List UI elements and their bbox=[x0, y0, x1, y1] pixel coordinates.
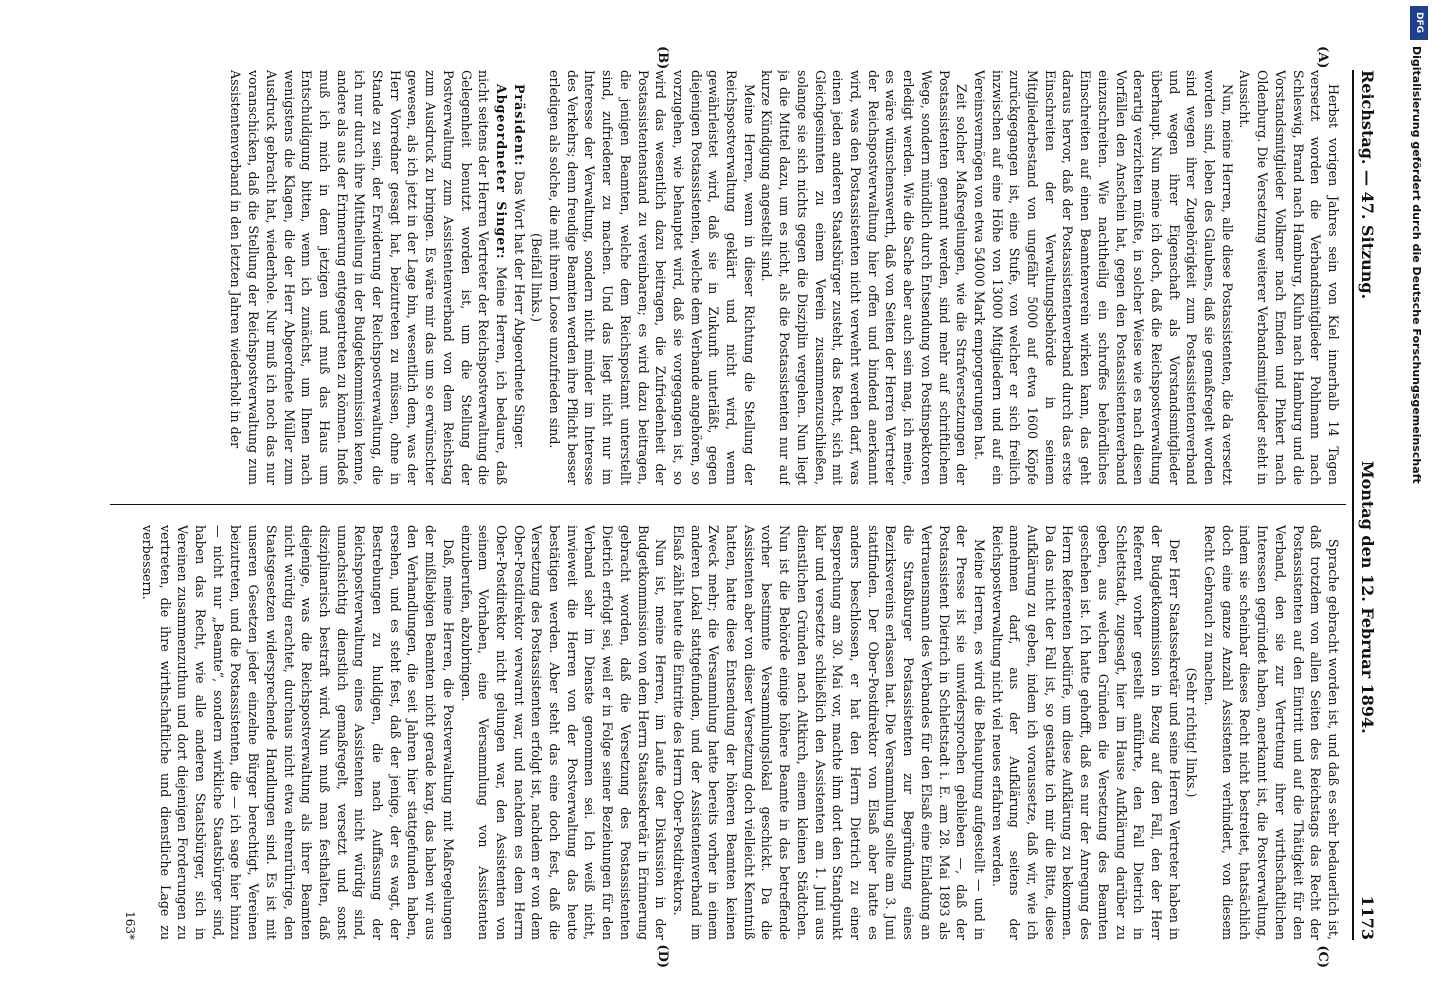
paragraph: Meine Herren, wenn in dieser Richtung die Stellung der Reichspostverwaltung geklärt und nicht wird, wenn gewährleistet wird, daß sie in Zukunft unterläßt, gegen diejenigen Postassistenten, welche dem Verbande angehören, so vorzugehen, wie behauptet wird, daß sie vorgegangen ist, so wird das wesentlich dazu beitragen, die Zufriedenheit der Postassistentenstand zu vereinbaren; es wird dazu beitragen, die jenigen Beamten, welche dem Reichspostamt unterstellt sind, zufriedener zu machen. Und das liegt nicht nur im Interesse der Verwaltung, sondern nicht minder im Interesse des Verkehrs; denn freudige Beamten werden ihre Pflicht besser erledigen als solche, die mit ihrem Loose unzufrieden sind. bbox=[547, 70, 757, 485]
dfg-sidebar bbox=[1406, 0, 1432, 1000]
paragraph: Zeit solcher Maßregelungen, wie die Strafversetzungen der Postassistenten genannt werden, sind mehr auf schriftlichem Wege, sondern mündlich durch Entsendung von Postinspektoren erledigt werden. Wie die Sache aber auch sein mag, ich meine, es wäre wünschenswerth, daß von Seiten der Herren Vertreter der Reichspostverwaltung hier offen und bindend anerkannt wird, was den Postassistenten nicht verwehrt werden darf, was einen jeden anderen Staatsbürger zusteht, das Recht, sich mit Gleichgesinnten zu einem Verein zusammenzuschließen, solange sie sich nichts gegen die Disziplin vergehen. Nun liegt ja die Mittel dazu, um es nicht, als die Postassistenten nur auf kurze Kündigung angestellt sind. bbox=[759, 70, 970, 485]
paragraph: Sprache gebracht worden ist, und daß es sehr bedauerlich ist, daß trotzdem von allen Seiten des Reichstags das Recht der Postassistenten auf den Eintritt und auf die Thätigkeit für den Verband, den sie zur Vertretung ihrer wirthschaftlichen Interessen gegründet haben, anerkannt ist, die Postverwaltung, indem sie scheinbar dieses Recht nicht bestreitet, thatsächlich doch eine ganze Anzahl Assistenten verhindert, von diesem Recht Gebrauch zu machen. bbox=[1202, 525, 1341, 940]
speaker-singer: Abgeordneter Singer: bbox=[493, 84, 509, 260]
signature-mark: 163* bbox=[123, 911, 138, 940]
header-center: Montag den 12. Februar 1894. bbox=[1358, 460, 1378, 734]
digitization-credit: Digitalisierung gefördert durch die Deutsche Forschungsgemeinschaft bbox=[1410, 46, 1423, 484]
page-header bbox=[1352, 70, 1382, 940]
president-text: Das Wort hat der Herr Abgeordnete Singer. bbox=[511, 170, 527, 450]
singer-text: Meine Herren, ich bedaure, daß nicht seitens der Herren Vertreter der Reichspostverwaltung die Gelegenheit benutzt worden ist, um die Stellung der Postverwaltung zum Assistentenverband von dem Reichstag zum Ausdruck zu bringen. Es wäre mir das um so erwünschter gewesen, als ich jetzt in der Lage bin, wesentlich dem, was der Herr Vorredner gesagt hat, beizutreten zu müssen, ohne in Stande zu sein, der Erwiderung der Reichspostverwaltung, die ich nur durch ihre Mittheilung in der Budgetkommission kenne, andere als aus der Erinnerung entgegentreten zu können. Indeß muß ich mich in dem jetzigen und muß das Haus um Entschuldigung bitten, wenn ich zunächst, um Ihnen nach wenigstens die Klagen, die der Herr Abgeordnete Müller zum Ausdruck gebracht hat, wiederhole. Nur muß ich noch das nur voranschicken, daß die Stellung der Reichspostverwaltung zum Assistentenverband in den letzten Jahren wiederholt in der bbox=[228, 70, 509, 485]
applause-note: (Sehr richtig! links.) bbox=[1184, 667, 1200, 798]
paragraph: Der Herr Staatssekretär und seine Herren Vertreter haben in der Budgetkommission in Bezug auf den Fall, den der Herr Referent vorher gestellt anführte, den Fall Dietrich in Schlettstadt, zugesagt, hier im Hause Aufklärung darüber zu geben, aus welchen Gründen die Versetzung des Beamten geschehen ist. Ich hatte gehofft, daß es nur der Anregung des Herrn Referenten bedürfe, um diese Aufklärung zu bekommen. Da das nicht der Fall ist, so gestatte ich mir die Bitte, diese Aufklärung zu geben, indem ich voraussetze, daß wir, wie ich annehmen darf, aus der Aufklärung seitens der Reichspostverwaltung nicht viel neues erfahren werden. bbox=[989, 525, 1182, 940]
president-line bbox=[510, 70, 528, 485]
margin-letter-c: (C) bbox=[1315, 945, 1330, 968]
paragraph: Herbst vorigen Jahres sein von Kiel innerhalb 14 Tagen versetzt worden die Verbandsmitglieder Pohlmann nach Schleswig, Brand nach Hamburg, Kluhn nach Hamburg und die Vorstandsmitglieder Volkmer nach Emden und Pinkert nach Oldenburg. Die Versetzung weiterer Verbandsmitglieder steht in Aussicht. bbox=[1237, 70, 1341, 485]
left-column bbox=[114, 70, 1342, 485]
paragraph: Daß, meine Herren, die Postverwaltung mit Maßregelungen der mißliebigen Beamten nicht gerade karg, das haben wir aus den Verhandlungen, die seit Jahren hier stattgefunden haben, ersehen, und es steht fest, daß der jenige, der es wagt, der Bestrebungen zu huldigen, die nach Auffassung der Reichspostverwaltung eines Assistenten nicht würdig sind, unnachsichtig dienstlich gemaßregelt, versetzt und sonst disziplinarisch bestraft wird. Nun muß man festhalten, daß diejenige, was die Reichspostverwaltung als ihrer Beamten nicht würdig erachtet, durchaus nicht etwa ehrenrührige, den Staatsgesetzen widersprechende Handlungen sind. Es ist mit unseren Gesetzen jeder einzelne Bürger berechtigt, Vereinen beizutreten, und die Postassistenten, die — ich sage hier hinzu — nicht nur „Beamte“, sondern wirkliche Staatsbürger sind, haben das Recht, wie alle anderen Staatsbürger, sich in Vereinen zusammenzuthun und dort diejenigen Forderungen zu vertreten, die ihre wirthschaftliche und dienstliche Lage zu verbessern. bbox=[139, 525, 456, 940]
paragraph: Nun ist, meine Herren, im Laufe der Diskussion in der Budgetkommission von dem Herrn Staatssekretär in Erinnerung gebracht worden, daß die Versetzung des Postassistenten Dietrich erfolgt sei, weil er in Folge seiner Beziehungen für den Verband sehr im Dienste genommen sei. Ich weiß nicht, inwieweit die Herren von der Postverwaltung das heute bestätigen werden. Aber steht das eine doch fest, daß die Versetzung des Postassistenten erfolgt ist, nachdem er von dem Ober-Postdirektor verwarnt war, und nachdem es dem Herrn Ober-Postdirektor nicht gelungen war, den Assistenten von seinem Vorhaben, eine Versammlung von Assistenten einzuberufen, abzubringen. bbox=[458, 525, 669, 940]
dfg-logo: DFG bbox=[1410, 6, 1428, 40]
right-column bbox=[114, 525, 1342, 940]
header-left: Reichstag. — 47. Sitzung. bbox=[1358, 70, 1378, 300]
paragraph: Nun, meine Herren, alle diese Postassistenten, die da versetzt worden sind, leben des Glaubens, daß sie gemaßregelt worden sind wegen ihrer Zugehörigkeit zum Postassistentenverband und wegen ihrer Eigenschaft als Vorstandsmitglieder überhaupt. Nun meine ich doch, daß die Reichspostverwaltung derartig verzichten müßte, in solcher Weise wie es nach diesen Vorfällen den Anschein hat, gegen den Postassistentenverband einzuschreiten. Wie nachtheilig ein schroffes behördliches Einschreiten auf einen Beamtenverein wirken kann, das geht daraus hervor, daß der Postassistentenverband durch das erste Einschreiten der Verwaltungsbehörde in seinem Mitgliederbestand von ungefähr 5000 auf etwa 1600 Köpfe zurückgegangen ist, eine Stufe, von welcher er sich freilich inzwischen auf eine Höhe von 13000 Mitgliedern und auf ein Vereinsvermögen von etwa 54000 Mark emporgerungen hat. bbox=[971, 70, 1235, 485]
margin-letter-d: (D) bbox=[655, 944, 670, 968]
rotated-page-content bbox=[90, 40, 1390, 970]
column-divider bbox=[110, 504, 1346, 505]
paragraph: Meine Herren, es wird die Behauptung aufgestellt — und in der Presse ist sie unwidersprochen geblieben —, daß der Postassistent Dietrich in Schlettstadt i. E. am 28. Mai 1893 als Vertrauensmann des Verbandes für den Elsaß eine Einladung an die Straßburger Postassistenten zur Begründung eines Bezirksvereins erlassen hat. Die Versammlung sollte am 3. Juni stattfinden. Der Ober-Postdirektor von Elsaß aber hatte es anders beschlossen, er hat den Herrn Dietrich zu einer Besprechung am 30. Mai vor, machte ihm dort den Standpunkt klar und versetzte schließlich den Assistenten am 1. Juni aus dienstlichen Gründen nach Altkirch, einem kleinen Städtchen. Nun ist die Behörde einige höhere Beamte in das betreffende vorher bestimmte Versammlungslokal geschickt. Da die Assistenten aber von dieser Versetzung doch vielleicht Kenntniß hatten, hatte diese Entsendung der höheren Beamten keinen Zweck mehr; die Versammlung hatte bereits vorher in einem anderen Lokal stattgefunden, und der Assistentenverband im Elsaß zählt heute die Eintritte des Herrn Ober-Postdirektors. bbox=[670, 525, 987, 940]
speaker-president: Präsident: bbox=[511, 84, 527, 167]
singer-speech bbox=[227, 70, 510, 485]
scanned-page bbox=[90, 40, 1390, 970]
header-page-number: 1173 bbox=[1358, 895, 1378, 940]
applause-note: (Beifall links.) bbox=[529, 232, 545, 323]
margin-letter-b: (B) bbox=[655, 46, 670, 70]
margin-letter-a: (A) bbox=[1315, 46, 1330, 69]
